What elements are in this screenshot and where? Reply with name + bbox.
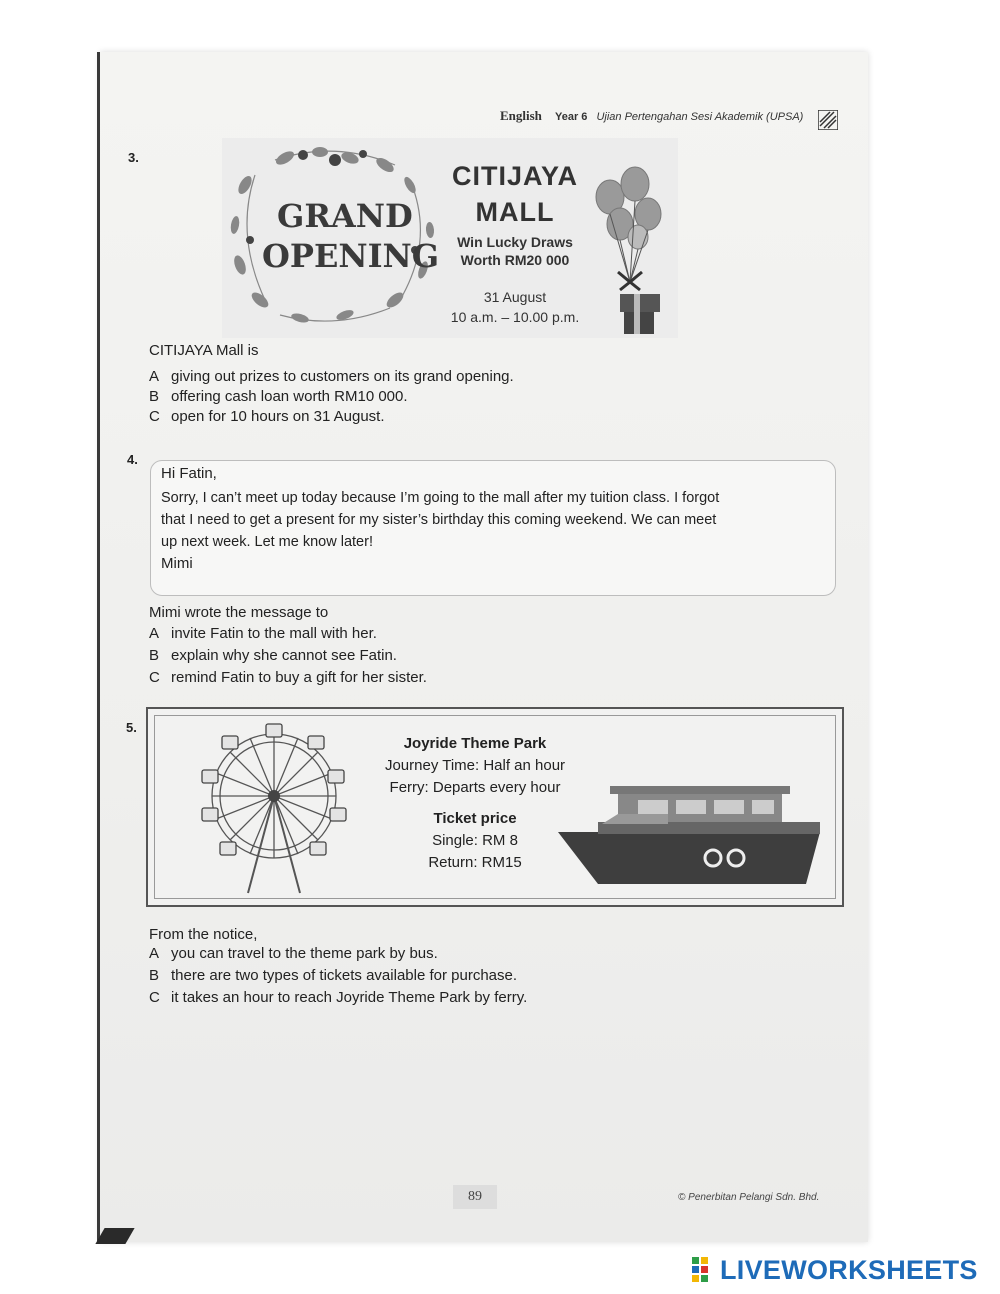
- publisher-logo-icon: [818, 110, 838, 130]
- option-text: you can travel to the theme park by bus.: [171, 945, 438, 962]
- question-5-option-b[interactable]: [149, 967, 517, 984]
- option-letter: B: [149, 967, 160, 984]
- question-3-option-c[interactable]: [149, 408, 385, 425]
- mall-name: [435, 158, 595, 230]
- option-text: giving out prizes to customers on its grand opening.: [171, 368, 514, 385]
- option-text: invite Fatin to the mall with her.: [171, 625, 377, 642]
- ferry-boat-icon: [558, 784, 824, 892]
- liveworksheets-brand: [692, 1255, 978, 1286]
- event-date-day: 31 August: [483, 289, 547, 305]
- copyright-notice: © Penerbitan Pelangi Sdn. Bhd.: [678, 1192, 820, 1203]
- lucky-draw-line2: Worth RM20 000: [460, 252, 570, 268]
- question-5-stem: From the notice,: [149, 926, 258, 943]
- event-date-time: 10 a.m. – 10.00 p.m.: [450, 309, 580, 325]
- event-date: [430, 287, 600, 327]
- message-line-1: Sorry, I can’t meet up today because I’m going to the mall after my tuition class. I forgot: [161, 490, 720, 506]
- page-header: [500, 108, 803, 124]
- option-letter: B: [149, 647, 160, 664]
- option-text: there are two types of tickets available for purchase.: [171, 967, 518, 984]
- question-3-option-a[interactable]: [149, 368, 514, 385]
- grand-word: GRAND: [277, 197, 413, 235]
- header-subject: English: [500, 108, 542, 123]
- liveworksheets-logo-icon: [692, 1257, 718, 1283]
- message-signature: Mimi: [161, 555, 193, 572]
- question-4-option-b[interactable]: [149, 647, 397, 664]
- question-4-option-c[interactable]: [149, 669, 427, 686]
- notice-title: Joyride Theme Park: [403, 735, 547, 752]
- message-line-2: that I need to get a present for my sister’s birthday this coming weekend. We can meet: [161, 512, 717, 528]
- lucky-draw-text: [430, 233, 600, 269]
- question-5-number: 5.: [126, 720, 137, 735]
- header-exam: Ujian Pertengahan Sesi Akademik (UPSA): [596, 111, 804, 123]
- question-4-stem: Mimi wrote the message to: [149, 604, 329, 621]
- option-letter: A: [149, 625, 160, 642]
- mall-name-line2: MALL: [475, 197, 555, 227]
- message-line-3: up next week. Let me know later!: [161, 534, 373, 550]
- option-text: remind Fatin to buy a gift for her sister.: [171, 669, 427, 686]
- question-3-option-b[interactable]: [149, 388, 408, 405]
- message-greeting: Hi Fatin,: [161, 465, 217, 482]
- question-5-option-a[interactable]: [149, 945, 438, 962]
- option-letter: C: [149, 669, 160, 686]
- ferris-wheel-icon: [190, 718, 360, 898]
- question-5-option-c[interactable]: [149, 989, 527, 1006]
- question-3-number: 3.: [128, 150, 139, 165]
- balloons-gift-icon: [590, 162, 670, 337]
- option-letter: B: [149, 388, 160, 405]
- option-text: open for 10 hours on 31 August.: [171, 408, 385, 425]
- notice-ferry-schedule: Ferry: Departs every hour: [389, 779, 561, 796]
- page-number: 89: [453, 1185, 497, 1209]
- notice-ticket-heading: Ticket price: [433, 810, 517, 827]
- message-box: [150, 460, 836, 596]
- opening-word: OPENING: [262, 237, 440, 275]
- option-text: it takes an hour to reach Joyride Theme Park by ferry.: [171, 989, 528, 1006]
- notice-return-price: Return: RM15: [428, 854, 522, 871]
- question-3-stem: CITIJAYA Mall is: [149, 342, 259, 359]
- option-letter: A: [149, 368, 160, 385]
- question-4-option-a[interactable]: [149, 625, 377, 642]
- mall-name-line1: CITIJAYA: [451, 161, 579, 191]
- lucky-draw-line1: Win Lucky Draws: [457, 234, 573, 250]
- question-4-number: 4.: [127, 452, 138, 467]
- option-letter: A: [149, 945, 160, 962]
- header-year: Year 6: [554, 111, 588, 123]
- grand-opening-title: [262, 196, 439, 276]
- option-text: offering cash loan worth RM10 000.: [171, 388, 408, 405]
- notice-single-price: Single: RM 8: [432, 832, 518, 849]
- brand-name: LIVEWORKSHEETS: [720, 1255, 978, 1285]
- notice-journey-time: Journey Time: Half an hour: [384, 757, 566, 774]
- option-letter: C: [149, 989, 160, 1006]
- option-text: explain why she cannot see Fatin.: [171, 647, 397, 664]
- option-letter: C: [149, 408, 160, 425]
